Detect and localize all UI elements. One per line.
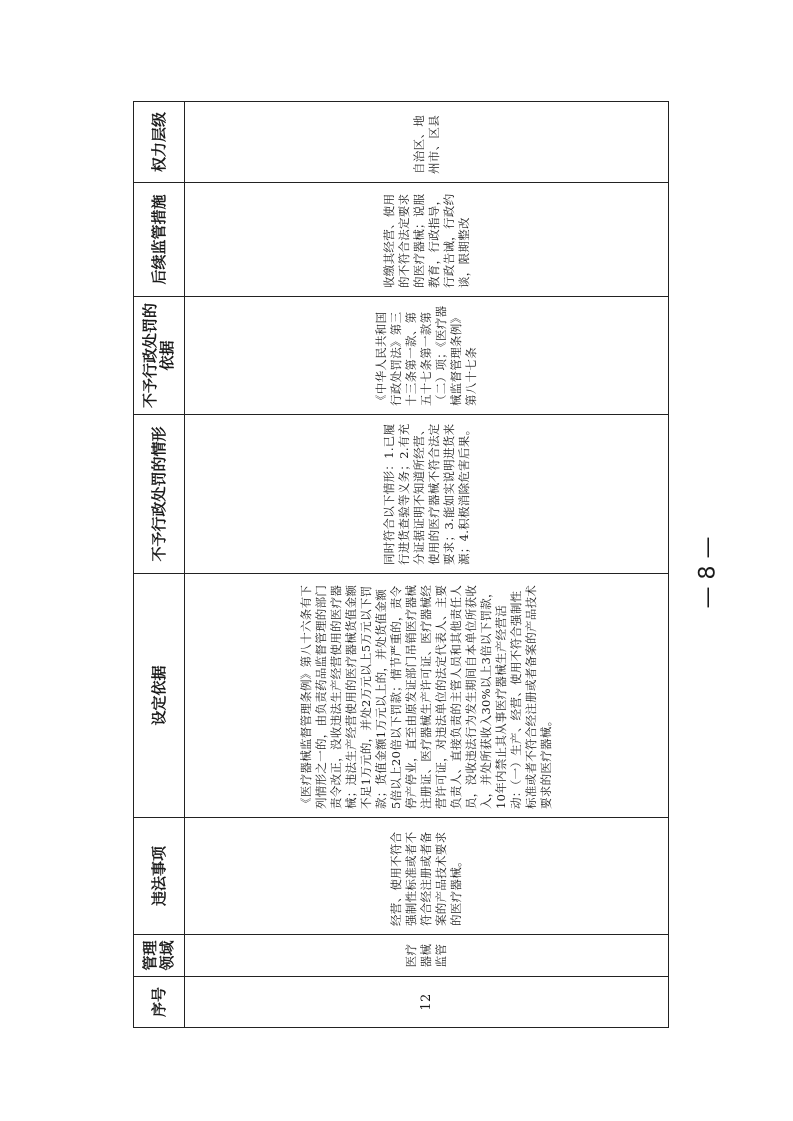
enforcement-table [133,101,669,1028]
header-legal: 不予行政处罚的依据 [134,297,185,415]
header-level: 权力层级 [134,102,185,183]
cell-basis: 《医疗器械监督管理条例》第八十六条有下列情形之一的，由负责药品监督管理的部门责令改正，没收违法生产经营使用的医疗器械；违法生产经营使用的医疗器械货值金额不足1万元的，并处2万元以上5万元以下罚款；货值金额1万元以上的，并处货值金额5倍以上20倍以下罚款；情节严重的，责令停产停业，直至由原发证部门吊销医疗器械注册证、医疗器械生产许可证、医疗器械经营许可证，对违法单位的法定代表人、主要负责人、直接负责的主管人员和其他责任人员，没收违法行为发生期间自本单位所获收入，并处所获收入30%以上3倍以下罚款，10年内禁止其从事医疗器械生产经营活动：（一）生产、经营、使用不符合强制性标准或者不符合经注册或者备案的产品技术要求的医疗器械。 [185,574,669,818]
header-num: 序号 [134,977,185,1028]
table-row [185,102,669,1028]
table-header-row [134,102,185,1028]
cell-followup: 收缴其经营、使用的不符合法定要求的医疗器械；说服教育，行政指导，行政告诫，行政约谈，限期整改 [185,183,669,297]
cell-level: 自治区、地州市、区县 [185,102,669,183]
cell-num: 12 [185,977,669,1028]
page-number: — 8 — [695,536,721,609]
header-case: 不予行政处罚的情形 [134,415,185,574]
cell-item: 经营、使用不符合强制性标准或者不符合经注册或者备案的产品技术要求的医疗器械。 [185,818,669,935]
rotated-table-sheet [133,102,669,1028]
cell-case: 同时符合以下情形：1.已履行进货查验等义务；2.有充分证据证明不知道所经营、使用的医疗器械不符合法定要求；3.能如实说明进货来源；4.积极消除危害后果。 [185,415,669,574]
cell-domain: 医疗器械监管 [185,935,669,977]
cell-legal: 《中华人民共和国行政处罚法》第三十三条第一款、第五十七条第一款第（二）项；《医疗器械监督管理条例》第八十七条 [185,297,669,415]
header-item: 违法事项 [134,818,185,935]
header-basis: 设定依据 [134,574,185,818]
header-followup: 后续监管措施 [134,183,185,297]
header-domain: 管理领域 [134,935,185,977]
